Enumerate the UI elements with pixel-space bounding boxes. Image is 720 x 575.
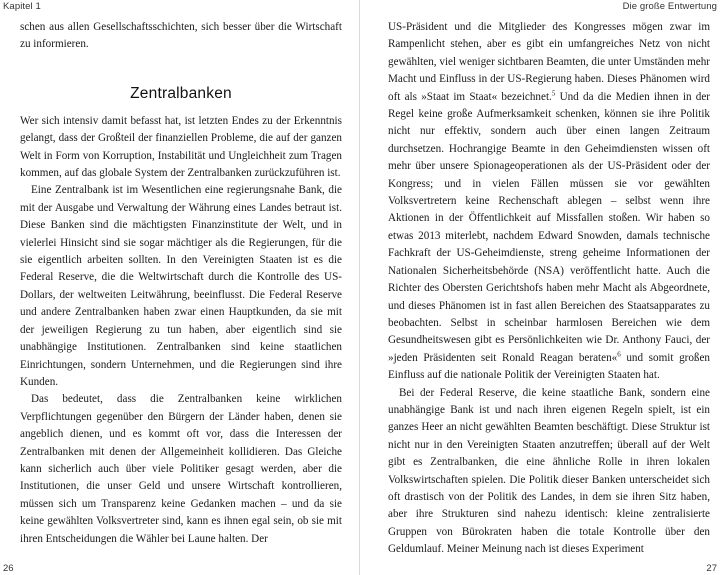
page-number-left: 26 bbox=[3, 563, 14, 574]
section-heading: Zentralbanken bbox=[130, 84, 232, 102]
left-page-body bbox=[20, 19, 342, 548]
running-head-title: Die große Entwertung bbox=[622, 1, 717, 12]
page-number-right: 27 bbox=[706, 563, 717, 574]
paragraph-text: und somit großen Einfluss auf die nationale Politik der Vereinigten Staaten hat. bbox=[388, 351, 711, 382]
footnote-marker[interactable]: 5 bbox=[551, 88, 556, 97]
body-paragraph: Das bedeutet, dass die Zentralbanken keine wirklichen Verpflichtungen gegenüber den Bürgern der Länder haben, denen sie angeblich dienen, und es kommt oft vor, dass die Interessen der Zentralbanken mit denen der Allgemeinheit kollidieren. Das Gleiche kann sicherlich auch über viele Politiker gesagt werden, aber die Institutionen, die unser Geld und unsere Wirtschaft kontrollieren, müssen sich um Transparenz keine Gedanken machen – und da sie keine gewählten Volksvertreter sind, kann es ihnen egal sein, ob sie mit ihren Entscheidungen die Wähler bei Laune halten. Der bbox=[20, 393, 342, 545]
paragraph-text: Und da die Medien ihnen in der Regel keine große Aufmerksamkeit schenken, können sie ihre Politik nicht nur effektiv, sondern auch über einen langen Zeitraum durchsetzen. Hochrangige Beamte in den Geheimdiensten wissen oft mehr über unsere Spionageoperationen als der US-Präsident oder der Kongress; und in vielen Fällen müssen sie vor gewählten Volksvertretern keine Rechenschaft ablegen – selbst wenn ihre Aktionen in der Öffentlichkeit auf Missfallen stoßen. Wir haben so etwas 2013 miterlebt, nachdem Edward Snowden, damals technische Fachkraft der US-Geheimdienste, streng geheime Informationen der Nationalen Sicherheitsbehörde (NSA) veröffentlicht hatte. Auch die Richter des Obersten Gerichtshofs haben mehr Macht als Abgeordnete, und dieses Phänomen ist in fast allen Bereichen des Staatsapparates zu beobachten. Selbst in scheinbar harmlosen Bereichen wie dem Gesundheitswesen gibt es Persönlichkeiten wie Dr. Anthony Fauci, der »jeden Präsidenten seit Ronald Reagan beraten« bbox=[388, 90, 710, 364]
body-paragraph: Wer sich intensiv damit befasst hat, ist letzten Endes zu der Erkenntnis gelangt, dass der Großteil der finanziellen Probleme, die auf der ganzen Welt in Form von Korruption, Instabilität und Ungleichheit zum Tragen kommen, auf das globale System der Zentralbanken zurückzuführen ist. bbox=[20, 114, 342, 180]
body-paragraph: Bei der Federal Reserve, die keine staatliche Bank, sondern eine unabhängige Bank ist und nach ihren eigenen Regeln spielt, ist ein ganzes Heer an nicht gewählten Beamten beschäftigt. Diese Struktur ist nicht nur in den Vereinigten Staaten anzutreffen; überall auf der Welt gibt es Zentralbanken, die eine ähnliche Rolle in ihren lokalen Volkswirtschaften spielen. Die Politik dieser Banken unterscheidet sich oft drastisch von der Politik des Landes, in dem sie ihren Sitz haben, aber ihre Strukturen sind nahezu identisch: kleine zentralisierte Gruppen von Bürokraten haben die totale Kontrolle über den Geldumlauf. Meiner Meinung nach ist dieses Experiment bbox=[388, 386, 710, 556]
paragraph-text: US-Präsident und die Mitglieder des Kongresses mögen zwar im Rampenlicht stehen, aber es gibt ein umfangreiches Netz von nicht gewählten, viel weniger sichtbaren Beamten, die unter Umständen mehr Macht und Einfluss in der US-Regierung haben. Dieses Phänomen wird oft als »Staat im Staat« bezeichnet. bbox=[388, 21, 710, 103]
footnote-marker[interactable]: 6 bbox=[617, 350, 621, 358]
body-paragraph: Eine Zentralbank ist im Wesentlichen eine regierungsnahe Bank, die mit der Ausgabe und Verwaltung der Währung eines Landes betraut ist. Diese Banken sind die mächtigsten Finanzinstitute der Welt, und in vielerlei Hinsicht sind sie sogar mächtiger als die Regierungen, für die sie eigentlich arbeiten sollten. In den Vereinigten Staaten ist es die Federal Reserve, die die Weltwirtschaft durch die Kontrolle des US-Dollars, der weltweiten Leitwährung, beeinflusst. Die Federal Reserve und andere Zentralbanken haben zwar einen Hauptkunden, da sie mit der jeweiligen Regierung zu tun haben, aber eigentlich sind sie unabhängige Institutionen. Zentralbanken sind keine staatlichen Einrichtungen, sondern Unternehmen, und die Regierungen sind ihre Kunden. bbox=[20, 184, 342, 388]
right-page-body bbox=[388, 19, 710, 559]
body-paragraph bbox=[388, 19, 710, 385]
running-head-chapter: Kapitel 1 bbox=[3, 1, 41, 12]
continued-paragraph: schen aus allen Gesellschaftsschichten, sich besser über die Wirtschaft zu informieren. bbox=[20, 21, 342, 51]
page-gutter bbox=[359, 0, 360, 575]
